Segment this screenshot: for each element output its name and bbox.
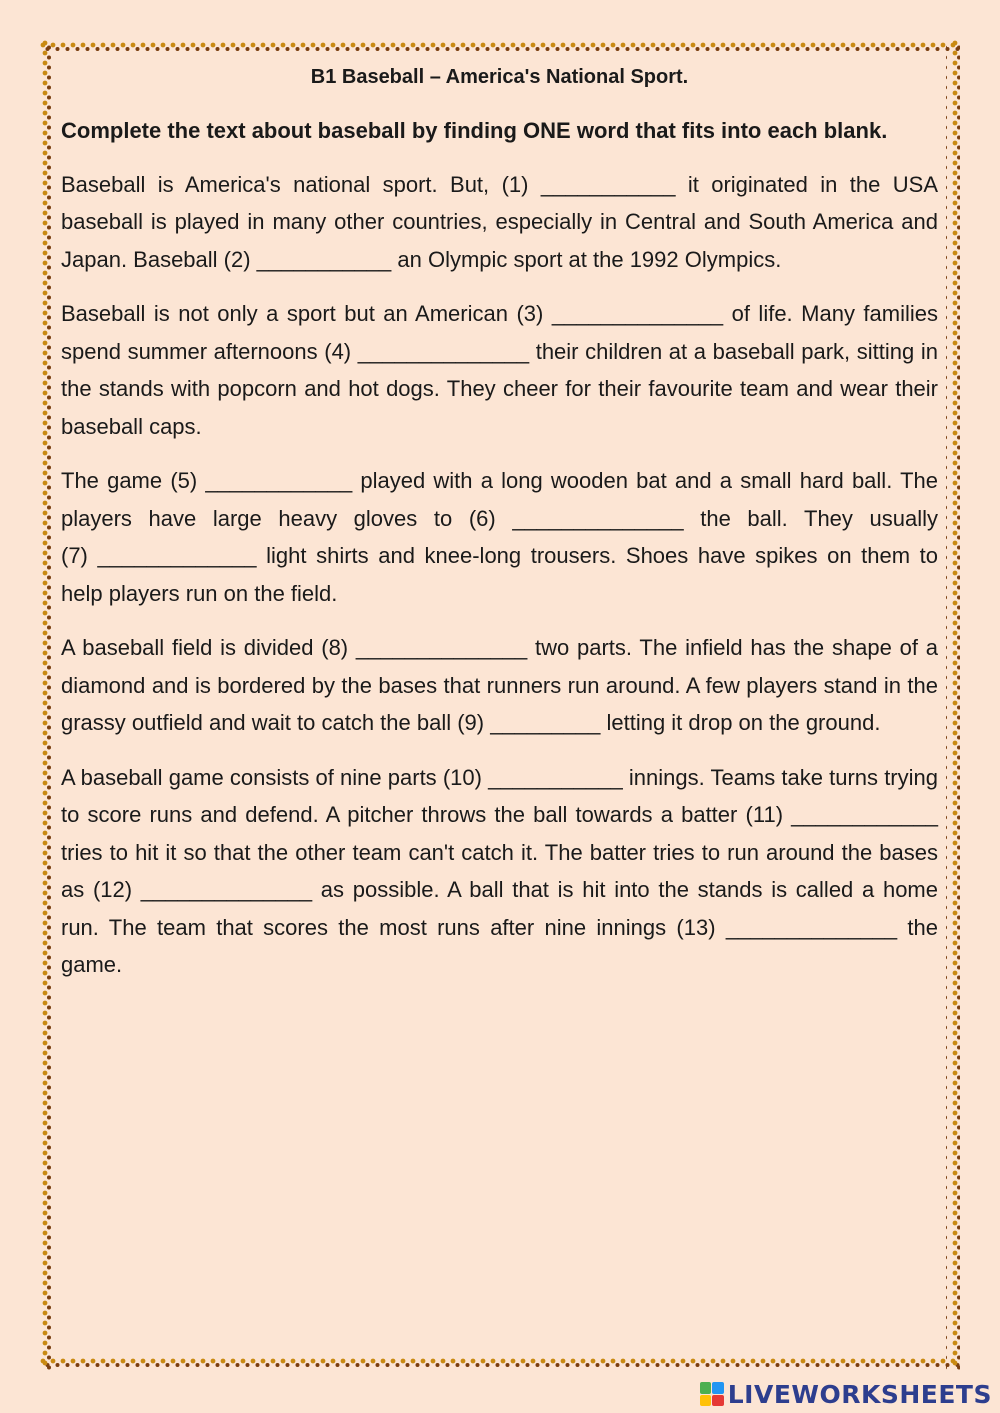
paragraph-text: the game. <box>61 914 938 977</box>
paragraph-text: Baseball is America's national sport. But, <box>61 171 502 197</box>
paragraph-text: of life. Many families spend summer afternoons <box>61 301 938 364</box>
paragraph-text: played with a long wooden bat and a small hard ball. The players have large heavy gloves to <box>61 468 939 531</box>
paragraph-text: tries to hit it so that the other team can't catch it. The batter tries to run around the bases as <box>61 839 938 902</box>
brand-name: LIVEWORKSHEETS <box>727 1379 992 1409</box>
paragraph-text: two parts. The infield has the shape of a diamond and is bordered by the bases that runners run around. A few players stand in the grassy outfield and wait to catch the ball <box>61 635 939 735</box>
paragraph-text: The game <box>61 468 171 493</box>
gap-blank[interactable]: (11) ____________ <box>745 802 939 827</box>
gap-blank[interactable]: (8) ______________ <box>321 635 528 660</box>
paragraph-text: as possible. A ball that is hit into the stands is called a home run. The team that scores the most runs after nine innings <box>61 877 938 940</box>
liveworksheets-logo-icon <box>700 1382 724 1406</box>
paragraph-text: Baseball is not only a sport but an American <box>61 301 517 326</box>
paragraph-text: innings. Teams take turns trying to score runs and defend. A pitcher throws the ball towards a batter <box>61 764 938 827</box>
gap-blank[interactable]: (3) ______________ <box>516 301 724 326</box>
paragraph-4 <box>61 629 938 742</box>
paragraph-2 <box>61 295 938 445</box>
paragraphs <box>61 166 938 984</box>
gap-blank[interactable]: (12) ______________ <box>92 877 313 902</box>
paragraph-3 <box>61 462 938 612</box>
gap-blank[interactable]: (1) ___________ <box>501 171 676 197</box>
gap-blank[interactable]: (10) ___________ <box>442 764 623 790</box>
gap-blank[interactable]: (4) ______________ <box>324 338 530 364</box>
worksheet <box>61 58 938 1001</box>
paragraph-5 <box>61 759 938 984</box>
gap-blank[interactable]: (5) ____________ <box>170 468 353 493</box>
paragraph-text: A baseball field is divided <box>61 635 322 660</box>
instruction-text: Complete the text about baseball by finding ONE word that fits into each blank. <box>61 118 888 143</box>
paragraph-1 <box>61 166 938 279</box>
gap-blank[interactable]: (7) _____________ <box>61 543 257 568</box>
gap-blank[interactable]: (13) ______________ <box>676 914 898 940</box>
gap-blank[interactable]: (9) _________ <box>457 710 601 735</box>
gap-blank[interactable]: (2) ___________ <box>223 246 392 272</box>
paragraph-text: A baseball game consists of nine parts <box>61 764 443 790</box>
paragraph-text: light shirts and knee-long trousers. Shoes have spikes on them to help players run on the field. <box>61 543 939 606</box>
paragraph-text: it originated in the USA baseball is played in many other countries, especially in Central and South America and Japan. Baseball <box>61 171 938 272</box>
paragraph-text: the ball. They usually <box>683 505 939 531</box>
paragraph-text: letting it drop on the ground. <box>600 710 881 735</box>
paragraph-text: an Olympic sport at the 1992 Olympics. <box>391 246 782 272</box>
gap-blank[interactable]: (6) ______________ <box>468 505 684 531</box>
liveworksheets-logo <box>700 1379 992 1409</box>
paragraph-text: their children at a baseball park, sitting in the stands with popcorn and hot dogs. They cheer for their favourite team and wear their baseball caps. <box>61 338 939 439</box>
worksheet-title: B1 Baseball – America's National Sport. <box>310 66 689 88</box>
